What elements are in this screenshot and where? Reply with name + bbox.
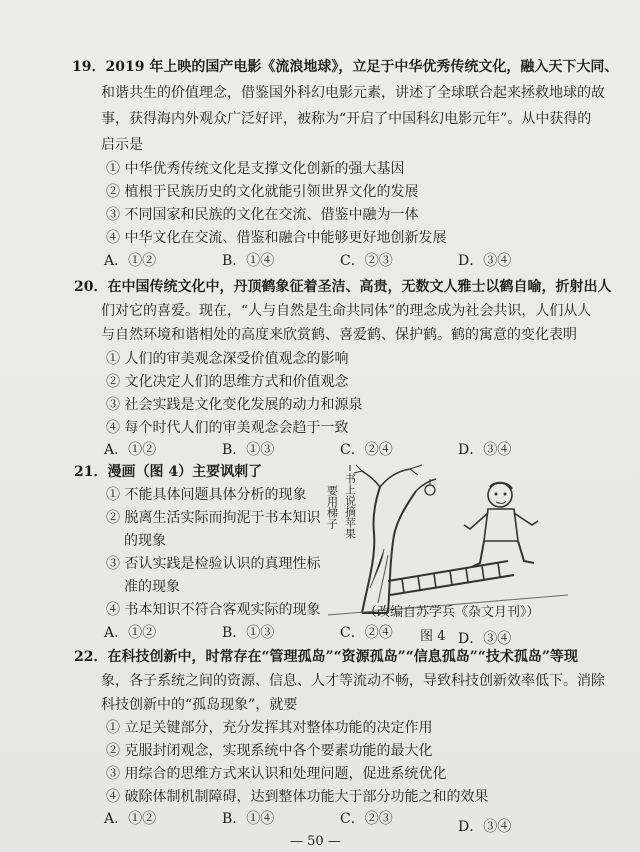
q19-option-a[interactable]: A．①②: [104, 253, 157, 269]
q20-option-b[interactable]: B．①③: [222, 442, 275, 458]
q22-option-b[interactable]: B．①④: [222, 811, 275, 827]
q21-item-2: ② 脱离生活实际而拘泥于书本知识: [106, 510, 321, 526]
q22-stem-line-2: 象，各子系统之间的资源、信息、人才等流动不畅，导致科技创新效率低下。消除: [101, 673, 605, 689]
q22-stem-line-1: 22．在科技创新中，时常存在“管理孤岛”“资源孤岛”“信息孤岛”“技术孤岛”等现: [74, 649, 578, 665]
q21-item-1: ① 不能具体问题具体分析的现象: [106, 487, 307, 503]
q22-item-1: ① 立足关键部分，充分发挥其对整体功能的决定作用: [106, 720, 433, 736]
q22-stem-line-3: 科技创新中的“孤岛现象”，就要: [101, 697, 298, 713]
cartoon-drawing: [318, 463, 578, 621]
q20-stem-line-3: 与自然环境和谐相处的高度来欣赏鹤、喜爱鹤、保护鹤。鹤的寓意的变化表明: [101, 327, 577, 343]
q20-option-c[interactable]: C．②④: [340, 442, 393, 458]
q22-item-2: ② 克服封闭观念，实现系统中各个要素功能的最大化: [106, 743, 433, 759]
q21-item-3: ③ 否认实践是检验认识的真理性标: [106, 556, 321, 572]
q21-stem: 21．漫画（图 4）主要讽刺了: [74, 464, 263, 480]
q19-stem-line-1: 19．2019 年上映的国产电影《流浪地球》，立足于中华优秀传统文化，融入天下大同、: [72, 59, 619, 75]
q19-option-d[interactable]: D．③④: [458, 253, 512, 269]
q21-option-c[interactable]: C．②④: [340, 625, 393, 641]
q21-option-d[interactable]: D．③④: [458, 631, 512, 647]
cartoon-figure: [318, 463, 578, 621]
q20-stem-line-2: 们对它的喜爱。现在，“人与自然是生命共同体”的理念成为社会共识，人们从人: [101, 303, 592, 319]
q19-item-1: ① 中华优秀传统文化是支撑文化创新的强大基因: [106, 161, 405, 177]
q20-item-4: ④ 每个时代人们的审美观念会趋于一致: [106, 420, 349, 436]
q20-item-3: ③ 社会实践是文化变化发展的动力和源泉: [106, 397, 363, 413]
page-number: — 50 —: [290, 834, 341, 849]
figure-4-label: 图 4: [420, 629, 446, 644]
q19-item-2: ② 植根于民族历史的文化就能引领世界文化的发展: [106, 184, 419, 200]
q21-option-b[interactable]: B．①③: [222, 625, 275, 641]
q19-stem-line-2: 和谐共生的价值理念，借鉴国外科幻电影元素，讲述了全球联合起来拯救地球的故: [101, 85, 605, 101]
q19-item-3: ③ 不同国家和民族的文化在交流、借鉴中融为一体: [106, 207, 419, 223]
q20-stem-line-1: 20．在中国传统文化中，丹顶鹤象征着圣洁、高贵，无数文人雅士以鹤自喻，折射出人: [74, 279, 612, 295]
q21-option-a[interactable]: A．①②: [104, 625, 157, 641]
cartoon-caption-2: 要用梯子: [325, 485, 339, 529]
q22-item-3: ③ 用综合的思维方式来认识和处理问题，促进系统优化: [106, 766, 447, 782]
q19-stem-line-3: 事，获得海内外观众广泛好评，被称为“开启了中国科幻电影元年”。从中获得的: [101, 111, 592, 127]
q19-option-c[interactable]: C．②③: [340, 253, 393, 269]
q19-stem-line-4: 启示是: [101, 137, 143, 153]
q19-option-b[interactable]: B．①④: [222, 253, 275, 269]
q20-item-2: ② 文化决定人们的思维方式和价值观念: [106, 374, 349, 390]
q21-item-4: ④ 书本知识不符合客观实际的现象: [106, 602, 321, 618]
q22-option-d[interactable]: D．③④: [458, 819, 512, 835]
q22-option-a[interactable]: A．①②: [104, 811, 157, 827]
q21-item-2-cont: 的现象: [124, 533, 166, 549]
q22-option-c[interactable]: C．②③: [340, 811, 393, 827]
q20-option-a[interactable]: A．①②: [104, 442, 157, 458]
q21-item-3-cont: 准的现象: [124, 579, 180, 595]
cartoon-source-caption: （改编自苏学兵《杂文月刊》）: [364, 605, 540, 620]
q20-item-1: ① 人们的审美观念深受价值观念的影响: [106, 351, 349, 367]
cartoon-caption-1: 书上说摘苹果: [343, 473, 357, 539]
q20-option-d[interactable]: D．③④: [458, 442, 512, 458]
q19-item-4: ④ 中华文化在交流、借鉴和融合中能够更好地创新发展: [106, 230, 447, 246]
q22-item-4: ④ 破除体制机制障碍，达到整体功能大于部分功能之和的效果: [106, 789, 489, 805]
